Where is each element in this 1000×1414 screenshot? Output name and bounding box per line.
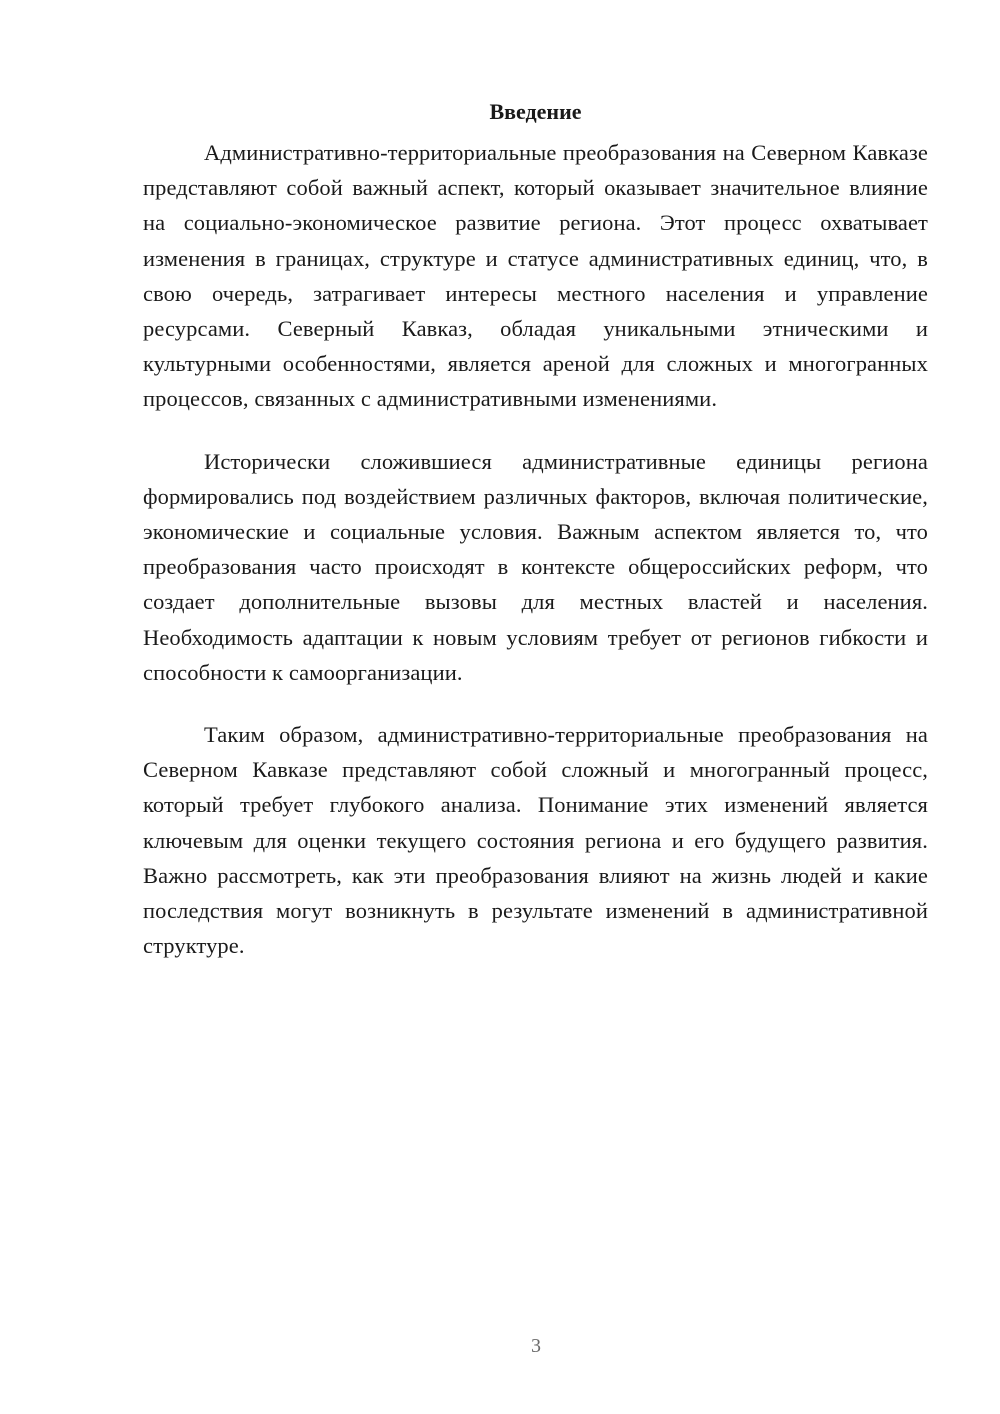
section-title: Введение xyxy=(489,99,582,124)
paragraph-1: Административно-территориальные преобразования на Северном Кавказе представляют собой важный аспект, который оказывает значительное влияние на социально-экономическое развитие региона. Этот процесс охватывает изменения в границах, структуре и статусе административных единиц, что, в свою очередь, затрагивает интересы местного населения и управление ресурсами. Северный Кавказ, обладая уникальными этническими и культурными особенностями, является ареной для сложных и многогранных процессов, связанных с административными изменениями. xyxy=(143,140,928,412)
page-content xyxy=(143,94,928,990)
paragraph-2: Исторически сложившиеся административные единицы региона формировались под воздействием различных факторов, включая политические, экономические и социальные условия. Важным аспектом является то, что преобразования часто происходят в контексте общероссийских реформ, что создает дополнительные вызовы для местных властей и населения. Необходимость адаптации к новым условиям требует от регионов гибкости и способности к самоорганизации. xyxy=(143,448,928,685)
page-number: 3 xyxy=(531,1335,541,1357)
paragraph-3: Таким образом, административно-территориальные преобразования на Северном Кавказе представляют собой сложный и многогранный процесс, который требует глубокого анализа. Понимание этих изменений является ключевым для оценки текущего состояния региона и его будущего развития. Важно рассмотреть, как эти преобразования влияют на жизнь людей и какие последствия могут возникнуть в результате изменений в административной структуре. xyxy=(143,722,928,959)
